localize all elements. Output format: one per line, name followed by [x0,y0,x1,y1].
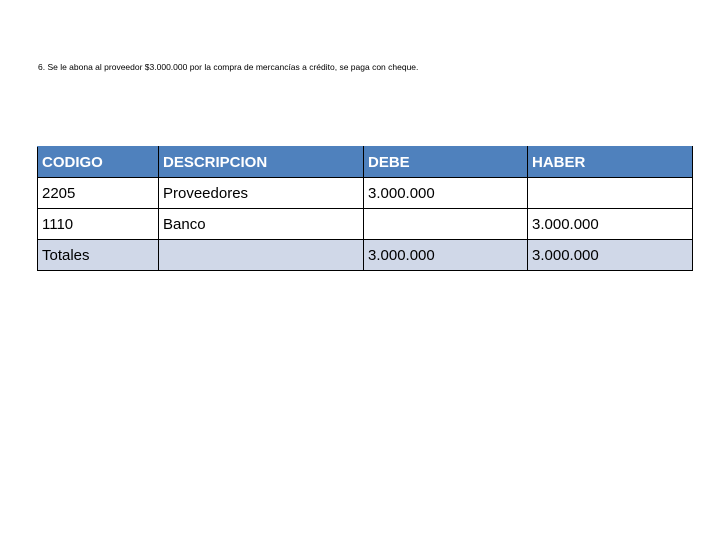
totals-descripcion [159,240,364,271]
exercise-statement: 6. Se le abona al proveedor $3.000.000 por la compra de mercancías a crédito, se paga con cheque. [38,62,419,72]
cell-descripcion: Banco [159,209,364,240]
cell-codigo: 2205 [38,178,159,209]
table-row [38,209,693,240]
header-debe: DEBE [364,147,528,178]
header-haber: HABER [528,147,693,178]
cell-codigo: 1110 [38,209,159,240]
header-descripcion: DESCRIPCION [159,147,364,178]
totals-label: Totales [38,240,159,271]
table-header-row [38,147,693,178]
cell-haber: 3.000.000 [528,209,693,240]
totals-haber: 3.000.000 [528,240,693,271]
table-row [38,178,693,209]
ledger-table [37,146,693,271]
totals-row [38,240,693,271]
cell-debe [364,209,528,240]
header-codigo: CODIGO [38,147,159,178]
cell-debe: 3.000.000 [364,178,528,209]
totals-debe: 3.000.000 [364,240,528,271]
cell-descripcion: Proveedores [159,178,364,209]
cell-haber [528,178,693,209]
